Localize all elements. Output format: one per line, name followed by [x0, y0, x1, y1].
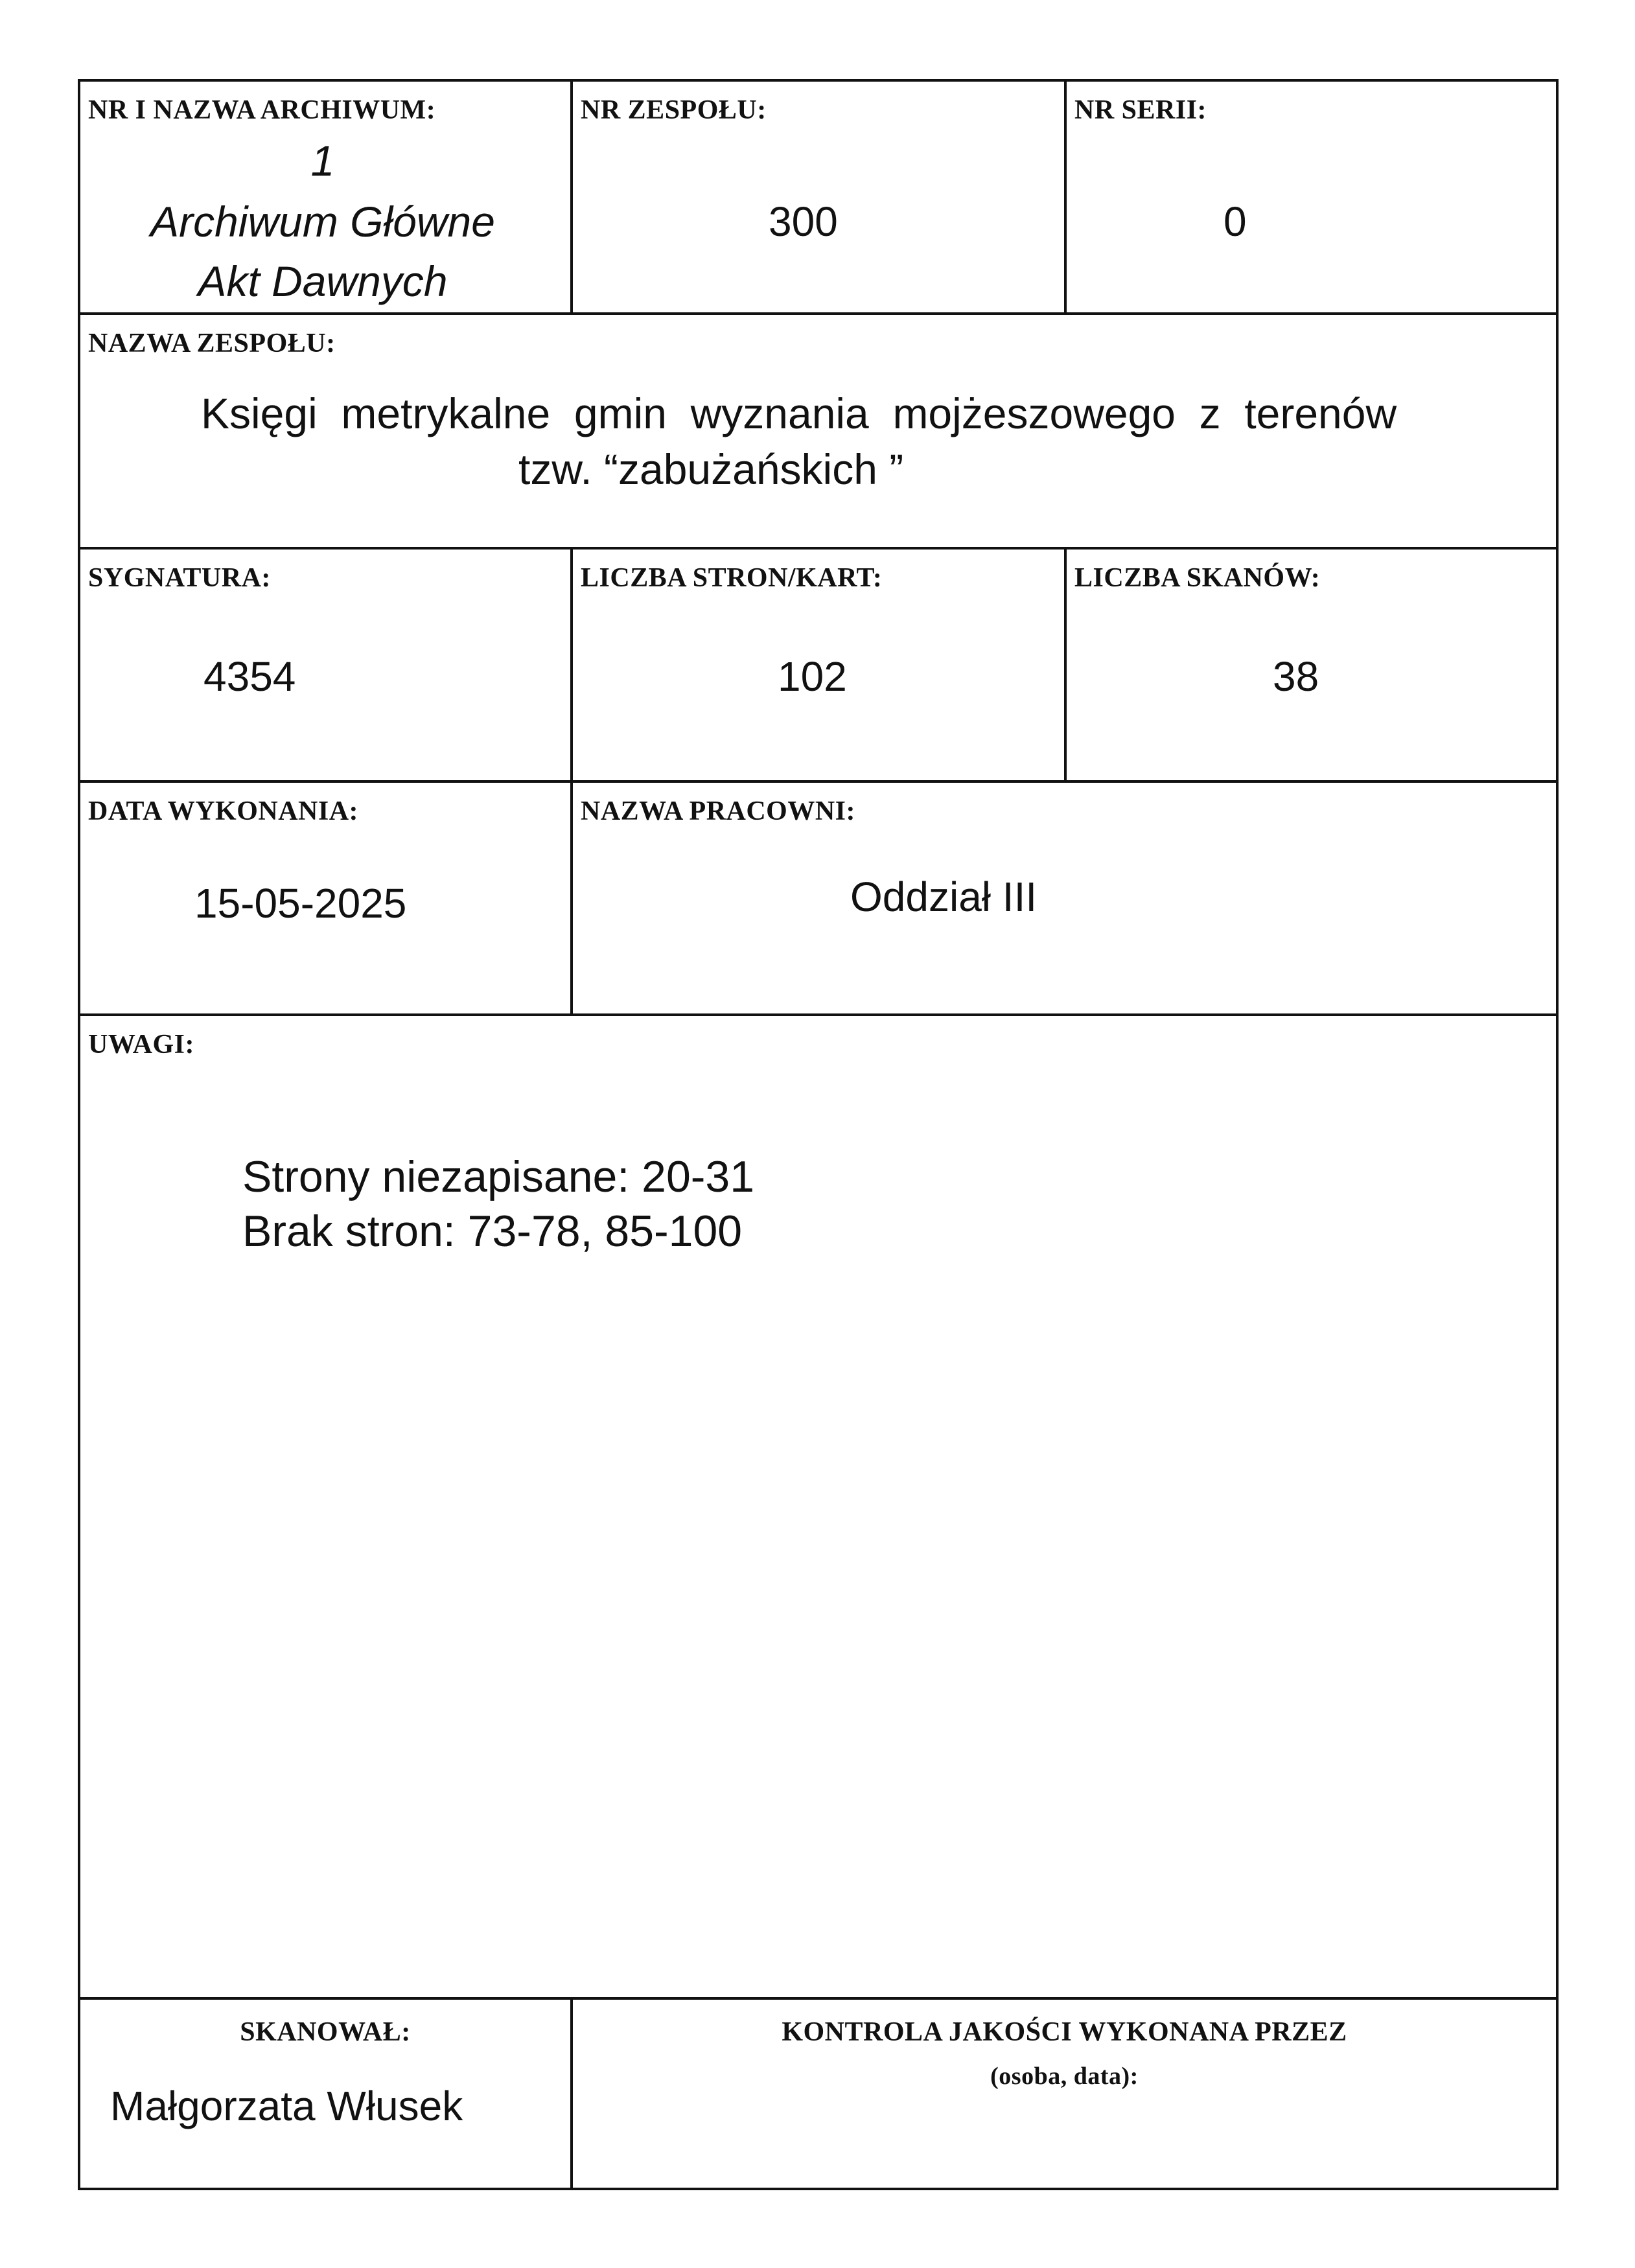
fonds-number-label: NR ZESPOŁU:: [581, 95, 767, 125]
pages-count-cell: [573, 550, 1064, 780]
fonds-name-label: NAZWA ZESPOŁU:: [88, 329, 336, 358]
archive-name-line2: Akt Dawnych: [198, 257, 448, 305]
fonds-name-line1: Księgi metrykalne gmin wyznania mojżeszowego z terenów: [201, 389, 1397, 437]
metadata-form: [78, 79, 1559, 2190]
scans-count-value: 38: [1273, 653, 1319, 700]
fonds-name-line2: tzw. “zabużańskich ”: [518, 445, 904, 493]
signature-label: SYGNATURA:: [88, 563, 271, 593]
workshop-name-value: Oddział III: [850, 874, 1038, 920]
series-number-cell: [1067, 82, 1556, 312]
fonds-name-cell: [80, 315, 1556, 547]
remarks-label: UWAGI:: [88, 1030, 195, 1059]
workshop-name-cell: [573, 783, 1556, 1013]
quality-control-cell: [573, 2000, 1556, 2190]
quality-control-label: KONTROLA JAKOŚCI WYKONANA PRZEZ: [782, 2017, 1347, 2047]
workshop-name-label: NAZWA PRACOWNI:: [581, 796, 856, 826]
quality-control-sublabel: (osoba, data):: [990, 2063, 1139, 2090]
scans-count-cell: [1067, 550, 1556, 780]
signature-cell: [80, 550, 570, 780]
scanned-by-cell: [80, 2000, 570, 2190]
execution-date-value: 15-05-2025: [194, 880, 407, 927]
fonds-number-value: 300: [769, 198, 838, 245]
archive-cell: [80, 82, 570, 312]
pages-count-value: 102: [778, 653, 847, 700]
execution-date-cell: [80, 783, 570, 1013]
remarks-line1: Strony niezapisane: 20-31: [242, 1152, 755, 1201]
remarks-cell: [80, 1016, 1556, 1997]
scanned-by-value: Małgorzata Włusek: [110, 2083, 463, 2129]
pages-count-label: LICZBA STRON/KART:: [581, 563, 883, 593]
fonds-number-cell: [573, 82, 1064, 312]
archive-label: NR I NAZWA ARCHIWUM:: [88, 95, 436, 125]
scanned-by-label: SKANOWAŁ:: [240, 2017, 411, 2047]
series-number-value: 0: [1223, 198, 1247, 245]
scans-count-label: LICZBA SKANÓW:: [1074, 563, 1321, 593]
archive-number: 1: [310, 137, 335, 185]
series-number-label: NR SERII:: [1074, 95, 1207, 125]
execution-date-label: DATA WYKONANIA:: [88, 796, 359, 826]
signature-value: 4354: [203, 653, 296, 700]
archive-name-line1: Archiwum Główne: [150, 198, 495, 246]
remarks-line2: Brak stron: 73-78, 85-100: [242, 1207, 743, 1256]
